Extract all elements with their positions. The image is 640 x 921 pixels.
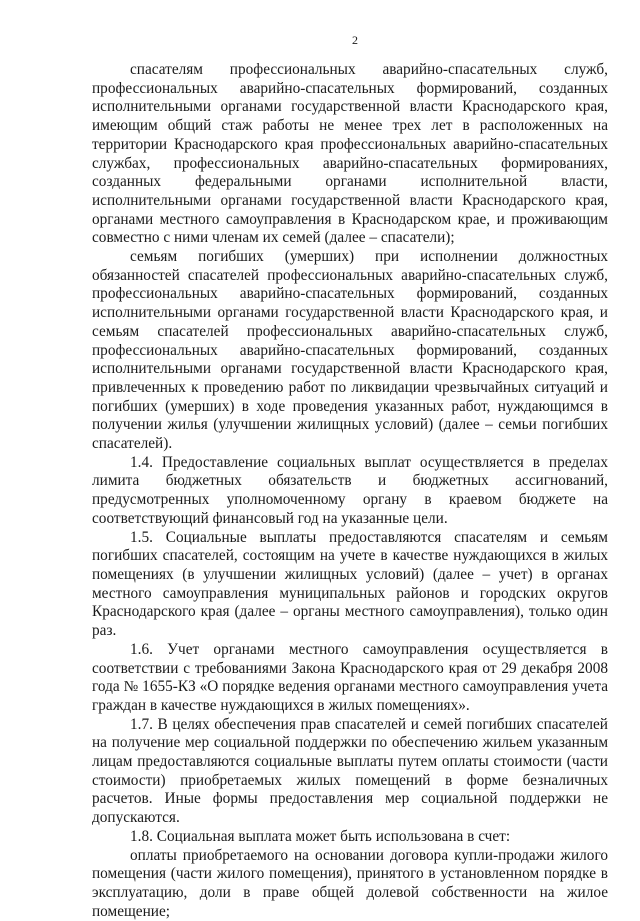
- paragraph-families-of-deceased: семьям погибших (умерших) при исполнении должностных обязанностей спасателей профессиональных аварийно-спасательных служб, профессиональных аварийно-спасательных формирований, созданных исполнительными органами государственной власти Краснодарского края, и семьям спасателей профессиональных аварийно-спасательных служб, профессиональных аварийно-спасательных формирований, созданных исполнительными органами государственной власти Краснодарского края, привлеченных к проведению работ по ликвидации чрезвычайных ситуаций и погибших (умерших) в ходе проведения указанных работ, нуждающимся в получении жилья (улучшении жилищных условий) (далее – семьи погибших спасателей).: [92, 248, 608, 453]
- paragraph-1-7: 1.7. В целях обеспечения прав спасателей и семей погибших спасателей на получение мер социальной поддержки по обеспечению жильем указанным лицам предоставляются социальные выплаты путем оплаты стоимости (части стоимости) приобретаемых жилых помещений в форме безналичных расчетов. Иные формы предоставления мер социальной поддержки не допускаются.: [92, 715, 608, 827]
- paragraph-1-8: 1.8. Социальная выплата может быть использована в счет:: [130, 827, 511, 845]
- paragraph-1-6: 1.6. Учет органами местного самоуправления осуществляется в соответствии с требованиями Закона Краснодарского края от 29 декабря 2008 года № 1655-КЗ «О порядке ведения органами местного самоуправления учета граждан в качестве нуждающихся в жилых помещениях».: [92, 640, 608, 714]
- page-number: 2: [352, 33, 358, 47]
- paragraph-payment-purchase: оплаты приобретаемого на основании договора купли-продажи жилого помещения (части жилого помещения), принятого в установленном порядке в эксплуатацию, доли в праве общей долевой собственности на жилое помещение;: [92, 846, 608, 920]
- paragraph-rescuers: спасателям профессиональных аварийно-спасательных служб, профессиональных аварийно-спасательных формирований, созданных исполнительными органами государственной власти Краснодарского края, имеющим общий стаж работы не менее трех лет в расположенных на территории Краснодарского края профессиональных аварийно-спасательных службах, профессиональных аварийно-спасательных формированиях, созданных федеральными органами исполнительной власти, исполнительными органами государственной власти Краснодарского края, органами местного самоуправления в Краснодарском крае, и проживающим совместно с ними членам их семей (далее – спасатели);: [92, 61, 608, 247]
- paragraph-1-5: 1.5. Социальные выплаты предоставляются спасателям и семьям погибших спасателей, состоящим на учете в качестве нуждающихся в жилых помещениях (в улучшении жилищных условий) (далее – учет) в органах местного самоуправления муниципальных районов и городских округов Краснодарского края (далее – органы местного самоуправления), только один раз.: [92, 528, 608, 640]
- paragraph-1-4: 1.4. Предоставление социальных выплат осуществляется в пределах лимита бюджетных обязательств и бюджетных ассигнований, предусмотренных уполномоченному органу в краевом бюджете на соответствующий финансовый год на указанные цели.: [92, 453, 608, 527]
